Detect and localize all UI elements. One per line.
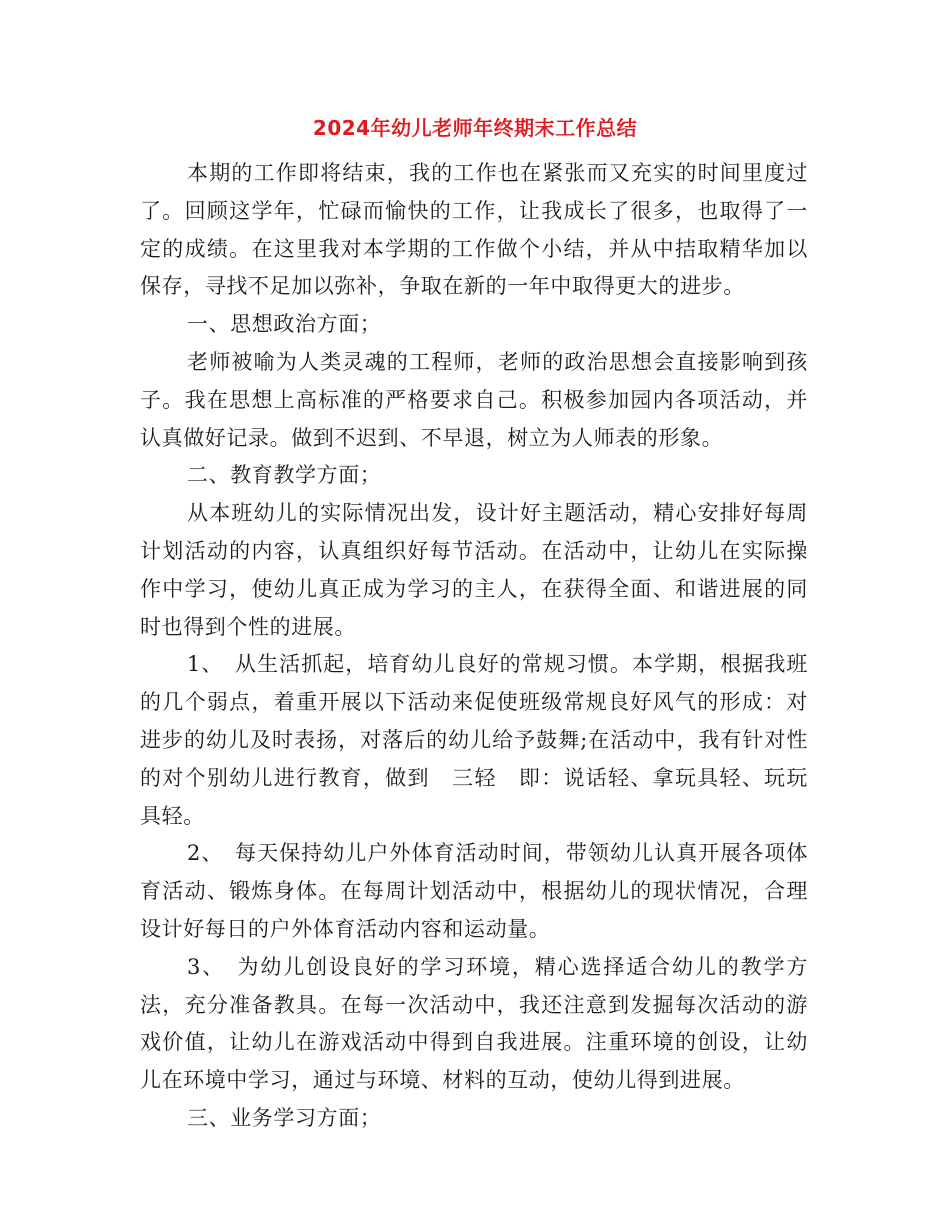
paragraph-intro: 本期的工作即将结束，我的工作也在紧张而又充实的时间里度过了。回顾这学年，忙碌而愉快的工作，让我成长了很多，也取得了一定的成绩。在这里我对本学期的工作做个小结，并从中拮取精华加以保存，寻找不足加以弥补，争取在新的一年中取得更大的进步。: [140, 161, 808, 299]
section-heading-teaching: 二、教育教学方面；: [187, 463, 382, 488]
list-item-3: 3、 为幼儿创设良好的学习环境，精心选择适合幼儿的教学方法，充分准备教具。在每一次活动中，我还注意到发掘每次活动的游戏价值，让幼儿在游戏活动中得到自我进展。注重环境的创设，让幼儿在环境中学习，通过与环境、材料的互动，使幼儿得到进展。: [140, 954, 808, 1093]
section-heading-political: 一、思想政治方面；: [187, 312, 382, 337]
document-title: 2024年幼儿老师年终期末工作总结: [312, 116, 638, 140]
list-item-2: 2、 每天保持幼儿户外体育活动时间，带领幼儿认真开展各项体育活动、锻炼身体。在每周计划活动中，根据幼儿的现状情况，合理设计好每日的户外体育活动内容和运动量。: [140, 841, 808, 941]
paragraph-teaching: 从本班幼儿的实际情况出发，设计好主题活动，精心安排好每周计划活动的内容，认真组织好每节活动。在活动中，让幼儿在实际操作中学习，使幼儿真正成为学习的主人，在获得全面、和谐进展的同时也得到个性的进展。: [140, 501, 808, 639]
list-item-1: 1、 从生活抓起，培育幼儿良好的常规习惯。本学期，根据我班的几个弱点，着重开展以下活动来促使班级常规良好风气的形成：对进步的幼儿及时表扬，对落后的幼儿给予鼓舞;在活动中，我有针对性的对个别幼儿进行教育，做到 三轻 即：说话轻、拿玩具轻、玩玩具轻。: [140, 652, 808, 828]
document-body: [140, 155, 808, 1138]
paragraph-political: 老师被喻为人类灵魂的工程师，老师的政治思想会直接影响到孩子。我在思想上高标准的严格要求自己。积极参加园内各项活动，并认真做好记录。做到不迟到、不早退，树立为人师表的形象。: [140, 349, 808, 450]
section-heading-study: 三、业务学习方面；: [187, 1105, 382, 1130]
